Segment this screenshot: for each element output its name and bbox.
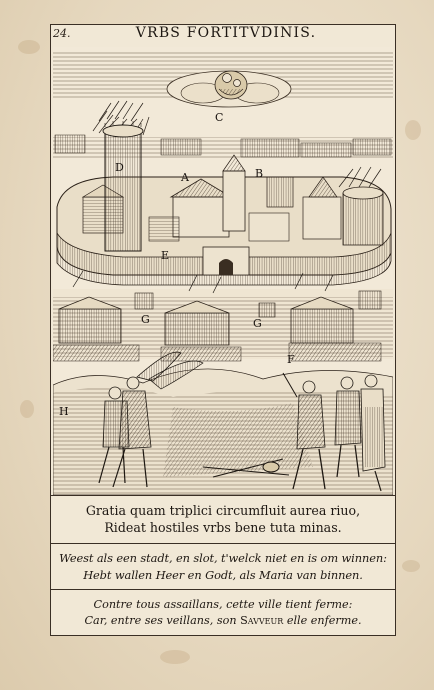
foxing-stain	[405, 120, 421, 140]
label-g-left: G	[141, 313, 150, 326]
dutch-verse	[51, 543, 395, 592]
foxing-stain	[18, 40, 40, 54]
plate-title: VRBS FORTITVDINIS.	[135, 25, 317, 41]
foxing-stain	[160, 650, 190, 664]
page-number: 24.	[53, 27, 71, 40]
french-line-2-savveur: Savveur	[240, 614, 284, 627]
label-b: B	[255, 167, 264, 180]
label-d: D	[115, 161, 124, 174]
label-c: C	[215, 111, 224, 124]
engraved-plate	[50, 24, 396, 636]
label-h: H	[59, 405, 69, 418]
foxing-stain	[402, 560, 420, 572]
label-f: F	[287, 353, 295, 366]
french-line-2-end: elle enferme.	[283, 614, 362, 627]
engraving-illustration	[53, 47, 393, 509]
latin-line-2: Rideat hostiles vrbs bene tuta minas.	[104, 520, 342, 535]
dutch-line-2: Hebt wallen Heer en Godt, als Maria van binnen.	[83, 568, 363, 582]
foxing-stain	[20, 400, 34, 418]
french-line-1: Contre tous assaillans, cette ville tient ferme:	[93, 598, 353, 611]
label-g-right: G	[253, 317, 262, 330]
dutch-line-1: Weest als een stadt, en slot, t'welck niet en is om winnen:	[59, 551, 387, 565]
plate-header	[51, 25, 395, 47]
madonna-cloud	[167, 71, 291, 107]
engraving-svg	[53, 47, 393, 495]
latin-line-1: Gratia quam triplici circumfluit aurea riuo,	[85, 503, 361, 518]
french-verse	[51, 589, 395, 636]
label-e: E	[161, 249, 170, 262]
french-line-2	[51, 613, 395, 629]
latin-verse	[51, 495, 395, 546]
label-a: A	[181, 171, 189, 184]
french-line-2-start: Car, entre ses veillans, son	[84, 614, 241, 627]
